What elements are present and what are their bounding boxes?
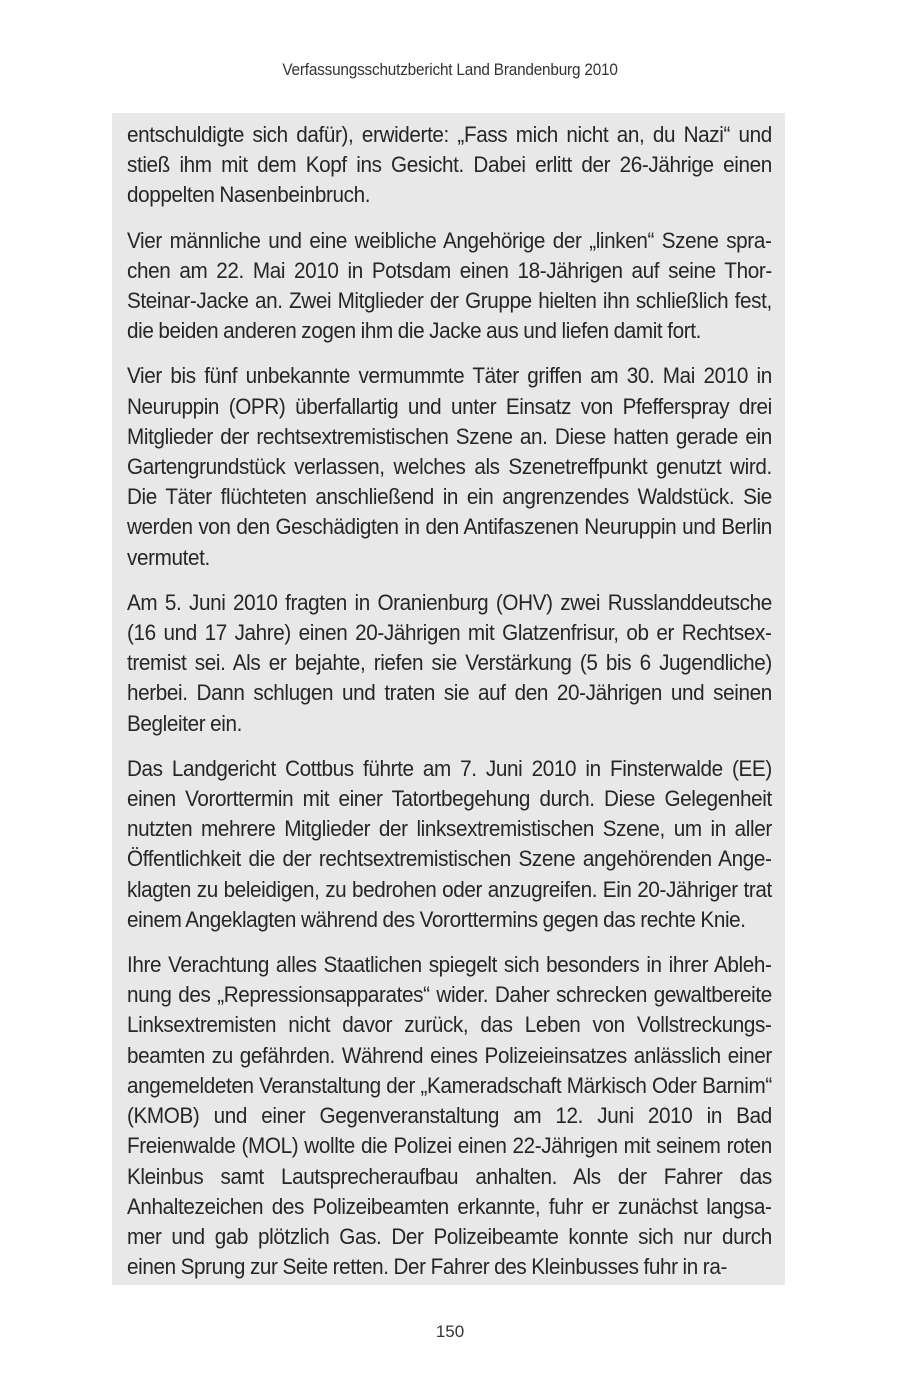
report-text-box xyxy=(112,113,785,1285)
paragraph: entschuldigte sich dafür), erwiderte: „Fass mich nicht an, du Nazi“ und stieß ihm mit dem Kopf ins Gesicht. Dabei erlitt der 26-Jährige einen doppelten Nasenbeinbruch. xyxy=(127,122,772,208)
paragraph: Vier männliche und eine weibliche Angehörige der „linken“ Szene sprachen am 22. Mai 2010 in Potsdam einen 18-Jährigen auf seine Thor-Steinar-Jacke an. Zwei Mitglieder der Gruppe hielten ihn schließlich fest, die beiden anderen zogen ihm die Jacke aus und liefen damit fort. xyxy=(127,227,772,344)
paragraph: Das Landgericht Cottbus führte am 7. Juni 2010 in Finsterwalde (EE) einen Vororttermin mit einer Tatortbegehung durch. Diese Gelegenheit nutzten mehrere Mitglieder der linksextremistischen Szene, um in aller Öffentlichkeit die der rechtsextremistischen Szene angehörenden Angeklagten zu beleidigen, zu bedrohen oder anzugreifen. Ein 20-Jähriger trat einem Angeklagten während des Vororttermins gegen das rechte Knie. xyxy=(127,755,772,932)
page-number: 150 xyxy=(435,1322,465,1341)
running-header: Verfassungsschutzbericht Land Brandenburg 2010 xyxy=(282,60,618,79)
paragraph: Ihre Verachtung alles Staatlichen spiegelt sich besonders in ihrer Ablehnung des „Repressionsapparates“ wider. Daher schrecken gewaltbereite Linksextremisten nicht davor zurück, das Leben von Vollstreckungsbeamten zu gefährden. Während eines Polizeieinsatzes anlässlich einer angemeldeten Veranstaltung der „Kameradschaft Märkisch Oder Barnim“ (KMOB) und einer Gegenveranstaltung am 12. Juni 2010 in Bad Freienwalde (MOL) wollte die Polizei einen 22-Jährigen mit seinem roten Kleinbus samt Lautsprecheraufbau anhalten. Als der Fahrer das Anhaltezeichen des Polizeibeamten erkannte, fuhr er zunächst langsamer und gab plötzlich Gas. Der Polizeibeamte konnte sich nur durch einen Sprung zur Seite retten. Der Fahrer des Kleinbusses fuhr in ra- xyxy=(127,952,772,1280)
paragraph: Vier bis fünf unbekannte vermummte Täter griffen am 30. Mai 2010 in Neuruppin (OPR) überfallartig und unter Einsatz von Pfefferspray drei Mitglieder der rechtsextremistischen Szene an. Diese hatten gerade ein Gartengrundstück verlassen, welches als Szenetreffpunkt genutzt wird. Die Täter flüchteten anschließend in ein angrenzendes Waldstück. Sie werden von den Geschädigten in den Antifaszenen Neuruppin und Berlin vermutet. xyxy=(127,363,772,570)
paragraph: Am 5. Juni 2010 fragten in Oranienburg (OHV) zwei Russlanddeutsche (16 und 17 Jahre) einen 20-Jährigen mit Glatzenfrisur, ob er Rechtsextremist sei. Als er bejahte, riefen sie Verstärkung (5 bis 6 Jugendliche) herbei. Dann schlugen und traten sie auf den 20-Jährigen und seinen Begleiter ein. xyxy=(127,589,772,736)
